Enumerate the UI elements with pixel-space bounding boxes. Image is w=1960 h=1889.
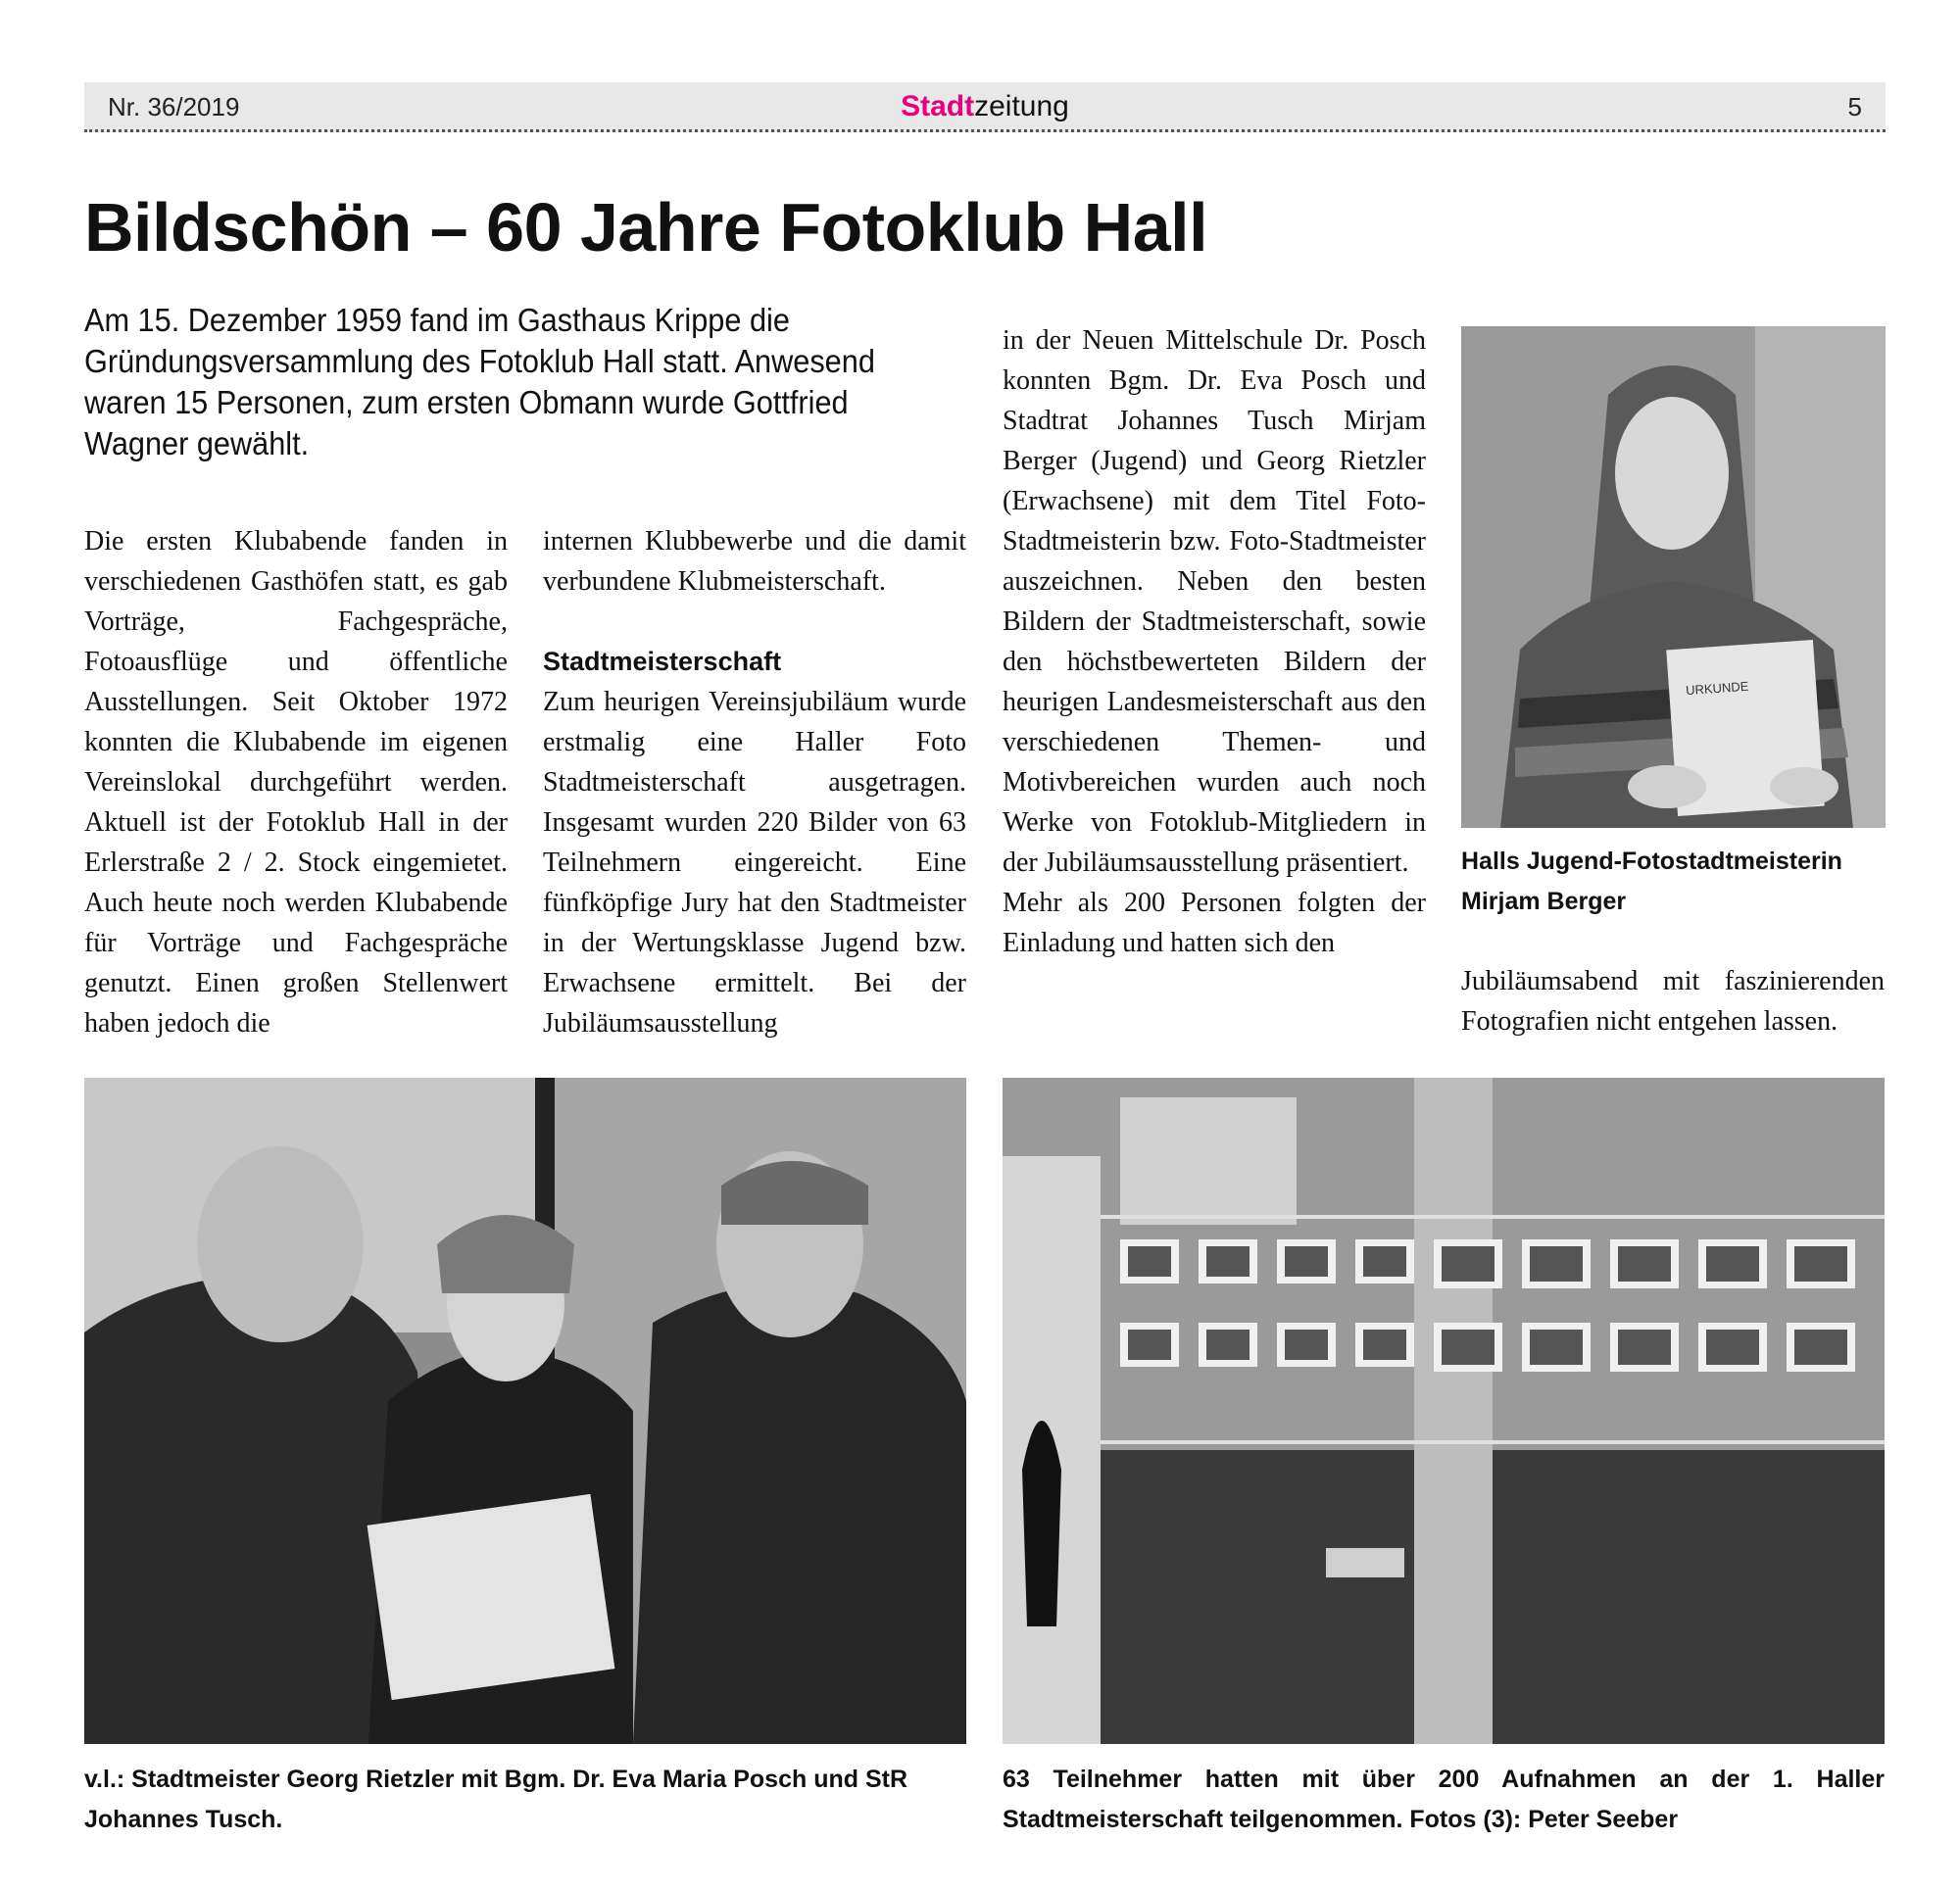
column-1-text: Die ersten Klubabende fanden in verschiedenen Gasthöfen statt, es gab Vorträge, Fachgespräche, Fotoausflüge und öffentliche Ausstellungen. Seit Oktober 1972 konnten die Klubabende im eigenen Vereinslokal durchgeführt werden. Aktuell ist der Fotoklub Hall in der Erlerstraße 2 / 2. Stock eingemietet. Auch heute noch werden Klubabende für Vorträge und Fachgespräche genutzt. Einen großen Stellenwert haben jedoch die: [84, 526, 508, 1039]
masthead-rest: zeitung: [974, 90, 1069, 122]
photo-award-ceremony-image: [84, 1078, 966, 1744]
caption-award-ceremony: v.l.: Stadtmeister Georg Rietzler mit Bgm. Dr. Eva Maria Posch und StR Johannes Tusch.: [84, 1766, 908, 1833]
column-4-text: Jubiläumsabend mit faszinierenden Fotografien nicht entgehen lassen.: [1461, 966, 1885, 1037]
caption-exhibition: 63 Teilnehmer hatten mit über 200 Aufnahmen an der 1. Haller Stadtmeisterschaft teilgenommen. Fotos (3): Peter Seeber: [1003, 1766, 1885, 1833]
article-column-3: [1003, 320, 1426, 963]
photo-award-ceremony: [84, 1078, 966, 1744]
section-subhead: Stadtmeisterschaft: [543, 647, 782, 676]
article-column-2: [543, 521, 966, 1043]
article-column-4: [1461, 961, 1885, 1041]
masthead-brand: Stadt: [901, 90, 975, 122]
photo-exhibition: [1003, 1078, 1885, 1744]
certificate-text: URKUNDE: [1685, 678, 1749, 699]
photo-exhibition-image: [1003, 1078, 1885, 1744]
photo-youth-champion: [1461, 326, 1886, 828]
column-3-paragraph-2: Mehr als 200 Personen folgten der Einladung und hatten sich den: [1003, 888, 1426, 958]
page-header: [84, 82, 1886, 132]
column-2-body: Zum heurigen Vereinsjubiläum wurde erstmalig eine Haller Foto Stadtmeisterschaft ausgetragen. Insgesamt wurden 220 Bilder von 63 Teilnehmern eingereicht. Eine fünfköpfige Jury hat den Stadtmeister in der Wertungsklasse Jugend bzw. Erwachsene ermittelt. Bei der Jubiläumsausstellung: [543, 687, 966, 1039]
column-3-paragraph-1: in der Neuen Mittelschule Dr. Posch konnten Bgm. Dr. Eva Posch und Stadtrat Johannes Tusch Mirjam Berger (Jugend) und Georg Rietzler (Erwachsene) mit dem Titel Foto-Stadtmeisterin bzw. Foto-Stadtmeister auszeichnen. Neben den besten Bildern der Stadtmeisterschaft, sowie den höchstbewerteten Bildern der heurigen Landesmeisterschaft aus den verschiedenen Themen- und Motivbereichen wurden auch noch Werke von Fotoklub-Mitgliedern in der Jubiläumsausstellung präsentiert.: [1003, 325, 1426, 878]
photo-youth-champion-image: [1461, 326, 1886, 828]
article-column-1: [84, 521, 508, 1043]
issue-number: Nr. 36/2019: [108, 92, 240, 121]
article-headline: Bildschön – 60 Jahre Fotoklub Hall: [84, 189, 1208, 266]
column-2-intro: internen Klubbewerbe und die damit verbundene Klubmeisterschaft.: [543, 526, 966, 597]
page-number: 5: [1847, 92, 1862, 121]
caption-youth-champion: Halls Jugend-Fotostadtmeisterin Mirjam Berger: [1461, 848, 1842, 915]
article-lead: Am 15. Dezember 1959 fand im Gasthaus Krippe die Gründungsversammlung des Fotoklub Hall statt. Anwesend waren 15 Personen, zum ersten Obmann wurde Gottfried Wagner gewählt.: [84, 302, 875, 461]
masthead: [84, 90, 1886, 123]
